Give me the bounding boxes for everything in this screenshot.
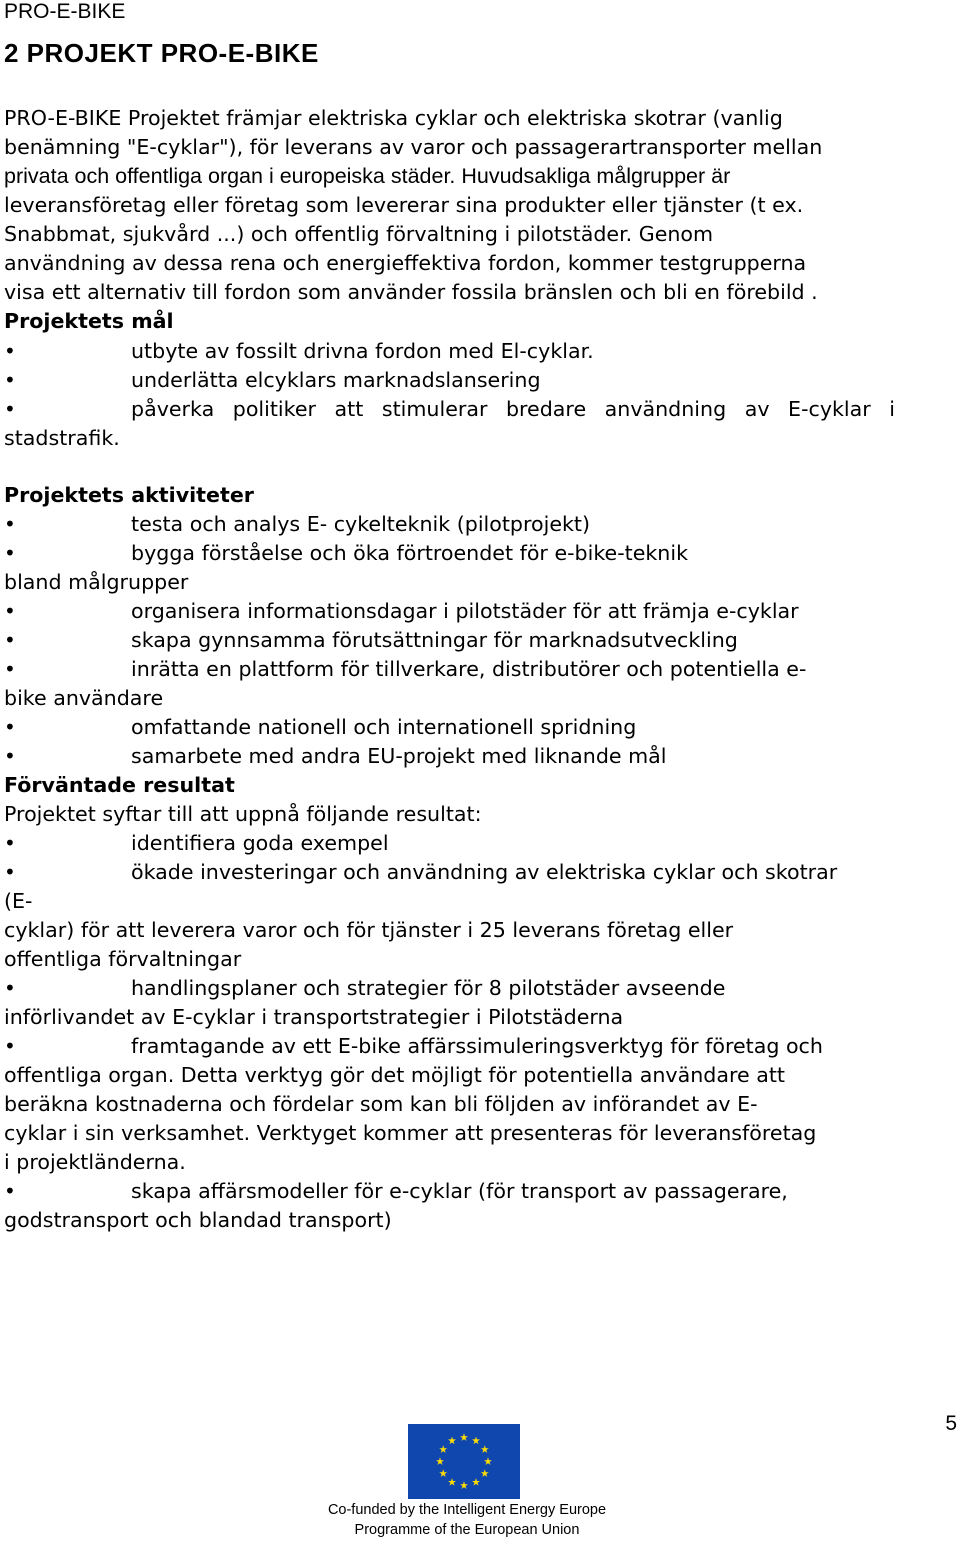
result-continuation: offentliga organ. Detta verktyg gör det möjligt för potentiella användare att	[4, 1063, 785, 1087]
activity-item: bygga förståelse och öka förtroendet för e-bike-teknik	[131, 541, 689, 565]
bullet: •	[4, 860, 16, 884]
goal-continuation: stadstrafik.	[4, 426, 120, 450]
activity-item: organisera informationsdagar i pilotstäder för att främja e-cyklar	[131, 599, 799, 623]
result-item: handlingsplaner och strategier för 8 pilotstäder avseende	[131, 976, 726, 1000]
footer-line-2: Programme of the European Union	[354, 1522, 580, 1538]
intro-line: användning av dessa rena och energieffektiva fordon, kommer testgrupperna	[4, 251, 807, 275]
result-continuation: offentliga förvaltningar	[4, 947, 242, 971]
bullet: •	[4, 541, 16, 565]
bullet: •	[4, 1034, 16, 1058]
bullet: •	[4, 657, 16, 681]
result-continuation: beräkna kostnaderna och fördelar som kan bli följden av införandet av E-	[4, 1092, 758, 1116]
bullet: •	[4, 512, 16, 536]
result-continuation: cyklar) för att leverera varor och för tjänster i 25 leverans företag eller	[4, 918, 734, 942]
bullet: •	[4, 831, 16, 855]
page-number: 5	[945, 1412, 957, 1435]
activity-continuation: bland målgrupper	[4, 570, 189, 594]
bullet: •	[4, 744, 16, 768]
result-continuation: godstransport och blandad transport)	[4, 1208, 392, 1232]
activities-heading: Projektets aktiviteter	[4, 483, 254, 507]
result-item: identifiera goda exempel	[131, 831, 389, 855]
result-item: skapa affärsmodeller för e-cyklar (för transport av passagerare,	[131, 1179, 788, 1203]
bullet: •	[4, 397, 16, 421]
bullet: •	[4, 368, 16, 392]
goal-item: underlätta elcyklars marknadslansering	[131, 368, 541, 392]
activity-item: samarbete med andra EU-projekt med liknande mål	[131, 744, 667, 768]
eu-flag-icon	[408, 1424, 520, 1499]
bullet: •	[4, 715, 16, 739]
intro-line: benämning "E-cyklar"), för leverans av varor och passagerartransporter mellan	[4, 135, 823, 159]
intro-line: privata och offentliga organ i europeiska städer. Huvudsakliga målgrupper är	[4, 164, 731, 188]
bullet: •	[4, 976, 16, 1000]
bullet: •	[4, 628, 16, 652]
activity-continuation: bike användare	[4, 686, 164, 710]
intro-line: leveransföretag eller företag som levererar sina produkter eller tjänster (t ex.	[4, 193, 804, 217]
activity-item: inrätta en plattform för tillverkare, distributörer och potentiella e-	[131, 657, 807, 681]
result-item: framtagande av ett E-bike affärssimuleringsverktyg för företag och	[131, 1034, 823, 1058]
footer-line-1: Co-funded by the Intelligent Energy Europe	[327, 1502, 607, 1518]
result-item: ökade investeringar och användning av elektriska cyklar och skotrar	[131, 860, 838, 884]
results-heading: Förväntade resultat	[4, 773, 235, 797]
activity-item: skapa gynnsamma förutsättningar för marknadsutveckling	[131, 628, 738, 652]
intro-line: visa ett alternativ till fordon som använder fossila bränslen och bli en förebild .	[4, 280, 818, 304]
results-intro: Projektet syftar till att uppnå följande resultat:	[4, 802, 482, 826]
intro-line: Snabbmat, sjukvård ...) och offentlig förvaltning i pilotstäder. Genom	[4, 222, 714, 246]
goal-item: påverka politiker att stimulerar bredare användning av E-cyklar i	[131, 397, 896, 421]
activity-item: omfattande nationell och internationell spridning	[131, 715, 637, 739]
goals-heading: Projektets mål	[4, 309, 174, 333]
goal-item: utbyte av fossilt drivna fordon med El-cyklar.	[131, 339, 594, 363]
result-continuation: (E-	[4, 889, 33, 913]
result-continuation: cyklar i sin verksamhet. Verktyget kommer att presenteras för leveransföretag	[4, 1121, 817, 1145]
intro-line: PRO-E-BIKE Projektet främjar elektriska cyklar och elektriska skotrar (vanlig	[4, 106, 783, 130]
section-title: 2 PROJEKT PRO-E-BIKE	[4, 38, 319, 68]
result-continuation: i projektländerna.	[4, 1150, 186, 1174]
result-continuation: införlivandet av E-cyklar i transportstrategier i Pilotstäderna	[4, 1005, 624, 1029]
running-header: PRO-E-BIKE	[4, 0, 126, 23]
bullet: •	[4, 1179, 16, 1203]
activity-item: testa och analys E- cykelteknik (pilotprojekt)	[131, 512, 591, 536]
bullet: •	[4, 599, 16, 623]
bullet: •	[4, 339, 16, 363]
